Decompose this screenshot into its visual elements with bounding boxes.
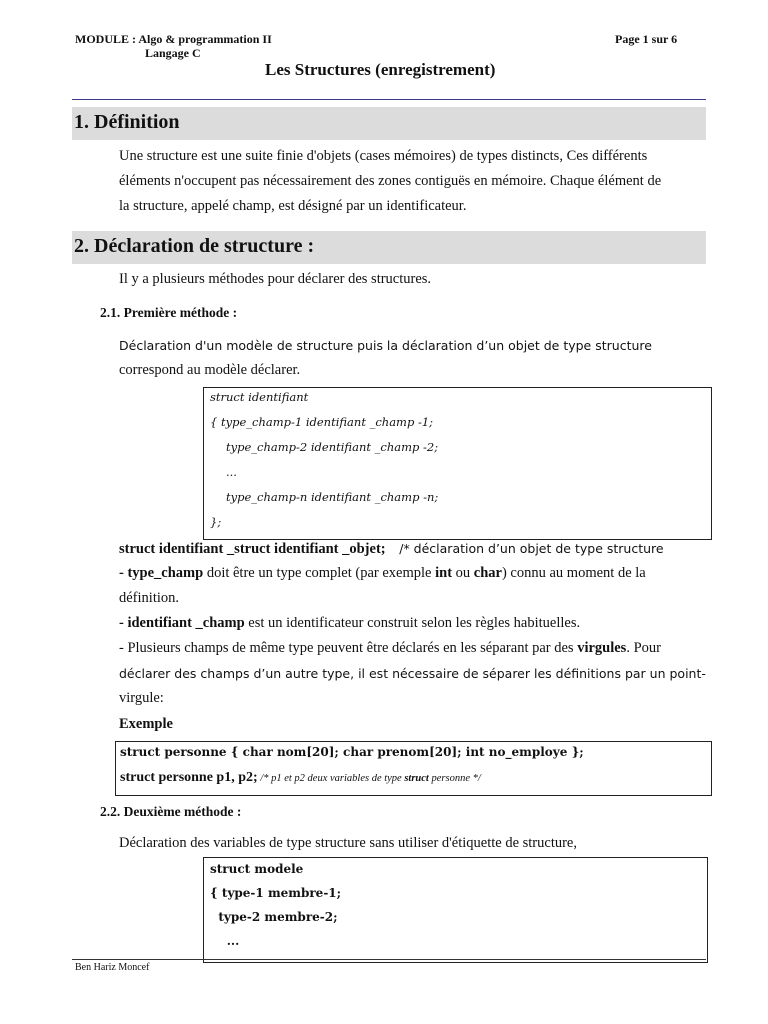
section-2-intro: Il y a plusieurs méthodes pour déclarer des structures. (119, 271, 432, 287)
code-line: { type_champ-1 identifiant _champ -1; (210, 415, 434, 429)
bullet-text: ) connu au moment de la (501, 565, 646, 581)
code-line: ... (226, 465, 237, 479)
code-line: ... (210, 934, 240, 948)
keyword-int: int (435, 565, 453, 581)
bullet-virgules-line-3: virgule: (119, 690, 164, 706)
code-line: struct identifiant (210, 390, 309, 404)
page-title: Les Structures (enregistrement) (265, 60, 496, 79)
method-2-line: Déclaration des variables de type structure sans utiliser d'étiquette de structure, (119, 835, 577, 851)
code-line: struct modele (210, 862, 304, 876)
declaration-code: struct identifiant _struct identifiant _objet; (119, 541, 386, 557)
definition-line-2: éléments n'occupent pas nécessairement des zones contiguës en mémoire. Chaque élément de (119, 173, 662, 189)
definition-line-3: la structure, appelé champ, est désigné par un identificateur. (119, 198, 467, 214)
section-2-heading-text: 2. Déclaration de structure : (74, 235, 315, 257)
example-box (115, 741, 712, 796)
definition-line-1: Une structure est une suite finie d'objets (cases mémoires) de types distincts, Ces différents (119, 148, 648, 164)
example-comment: personne */ (428, 773, 481, 784)
code-line: }; (210, 515, 222, 529)
bullet-text: ou (452, 565, 474, 581)
method-2-heading: 2.2. Deuxième méthode : (100, 804, 242, 819)
page-number: Page 1 sur 6 (615, 32, 678, 46)
example-label: Exemple (119, 716, 173, 732)
footer-rule (72, 959, 706, 960)
bullet-text: . Pour (626, 640, 661, 656)
example-comment-keyword: struct (404, 773, 429, 784)
section-2-heading (72, 231, 706, 264)
footer-author: Ben Hariz Moncef (75, 962, 150, 973)
code-line: { type-1 membre-1; (210, 886, 342, 900)
code-line: type_champ-2 identifiant _champ -2; (226, 440, 439, 454)
method-1-line-2: correspond au modèle déclarer. (119, 362, 301, 378)
keyword-char: char (473, 565, 502, 581)
bullet-identifiant-champ (119, 611, 580, 636)
code-line: type_champ-n identifiant _champ -n; (226, 490, 439, 504)
code-box-method-1 (203, 387, 712, 540)
bullet-type-champ-line-2: définition. (119, 590, 180, 606)
module-label: MODULE : Algo & programmation II (75, 32, 272, 46)
term-virgules: virgules (577, 640, 627, 656)
term-identifiant-champ: - identifiant _champ (119, 615, 245, 631)
language-label: Langage C (145, 46, 201, 60)
term-type-champ: - type_champ (119, 565, 204, 581)
code-box-method-2 (203, 857, 708, 963)
example-line-1: struct personne { char nom[20]; char prenom[20]; int no_employe }; (120, 745, 584, 759)
example-line-2 (120, 768, 481, 786)
method-1-heading: 2.1. Première méthode : (100, 305, 238, 320)
bullet-text: doit être un type complet (par exemple (203, 565, 436, 581)
method-1-line-1: Déclaration d'un modèle de structure puis la déclaration d’un objet de type structure (119, 338, 652, 353)
example-comment: /* p1 et p2 deux variables de type (257, 773, 405, 784)
object-declaration (119, 536, 664, 562)
bullet-text: est un identificateur construit selon les règles habituelles. (244, 615, 581, 631)
header-rule (72, 99, 706, 100)
section-1-heading-text: 1. Définition (74, 111, 180, 133)
example-declaration: struct personne p1, p2; (120, 770, 258, 785)
bullet-virgules-line-2: déclarer des champs d’un autre type, il est nécessaire de séparer les définitions par un point- (119, 666, 706, 681)
declaration-comment: /* déclaration d’un objet de type structure (399, 541, 664, 556)
bullet-type-champ (119, 561, 646, 586)
section-1-heading (72, 107, 706, 140)
bullet-virgules (119, 636, 661, 661)
bullet-text: - Plusieurs champs de même type peuvent être déclarés en les séparant par des (119, 640, 578, 656)
code-line: type-2 membre-2; (210, 910, 338, 924)
